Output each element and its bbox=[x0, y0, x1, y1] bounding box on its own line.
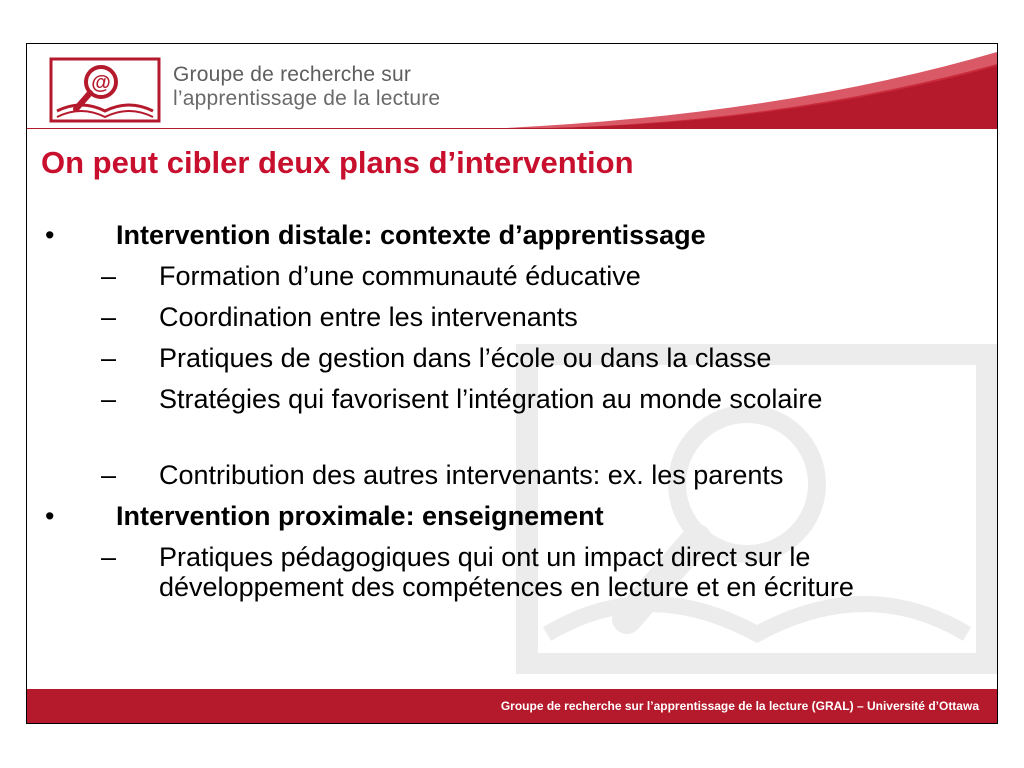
book-magnifier-logo-icon bbox=[49, 55, 161, 125]
list-item: Stratégies qui favorisent l’intégration au monde scolaire bbox=[159, 384, 823, 414]
list-item: Coordination entre les intervenants bbox=[159, 302, 578, 332]
org-name-line1: Groupe de recherche sur bbox=[173, 63, 412, 86]
dash-marker: – bbox=[101, 343, 117, 373]
dash-marker: – bbox=[101, 384, 117, 414]
list-item: Contribution des autres intervenants: ex. les parents bbox=[159, 460, 784, 490]
section-heading-proximal: Intervention proximale: enseignement bbox=[116, 501, 604, 531]
dash-marker: – bbox=[101, 261, 117, 291]
org-name-line2: l’apprentissage de la lecture bbox=[173, 87, 441, 110]
list-item: Pratiques pédagogiques qui ont un impact direct sur le développement des compétences en lecture et en écriture bbox=[159, 542, 854, 602]
dash-marker: – bbox=[101, 542, 117, 572]
slide bbox=[26, 43, 998, 724]
dash-marker: – bbox=[101, 460, 117, 490]
svg-text:@: @ bbox=[91, 72, 111, 94]
bullet-marker: • bbox=[45, 220, 55, 250]
slide-title: On peut cibler deux plans d’intervention bbox=[41, 145, 634, 180]
list-item: Formation d’une communauté éducative bbox=[159, 261, 641, 291]
footer-text: Groupe de recherche sur l’apprentissage de la lecture (GRAL) – Université d’Ottawa bbox=[500, 699, 979, 713]
dash-marker: – bbox=[101, 302, 117, 332]
bullet-marker: • bbox=[45, 501, 55, 531]
list-item: Pratiques de gestion dans l’école ou dans la classe bbox=[159, 343, 772, 373]
footer-band bbox=[27, 689, 997, 724]
section-heading-distal: Intervention distale: contexte d’apprentissage bbox=[116, 220, 706, 250]
